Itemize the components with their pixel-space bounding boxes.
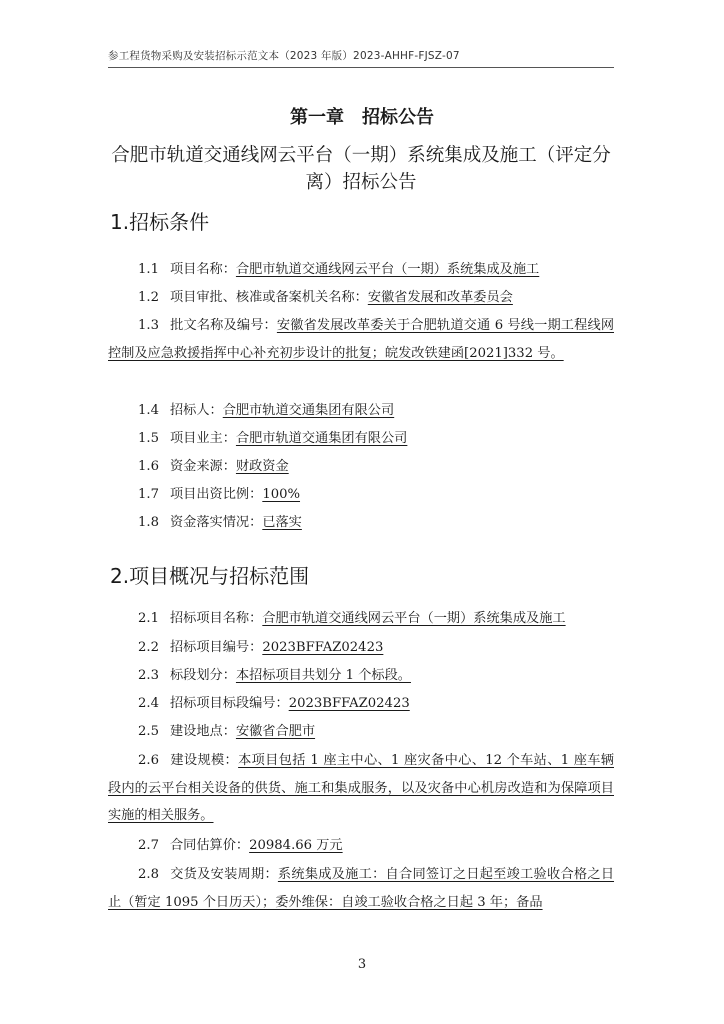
item-label: 建设地点： xyxy=(170,724,236,739)
item-number: 2.6 xyxy=(138,753,159,768)
running-header: 参工程货物采购及安装招标示范文本（2023 年版）2023-AHHF-FJSZ-07 xyxy=(108,50,460,62)
item-value: 合肥市轨道交通集团有限公司 xyxy=(235,431,408,446)
item-label: 招标人： xyxy=(170,403,223,418)
item-number: 2.2 xyxy=(138,640,159,655)
item-label: 项目审批、核准或备案机关名称： xyxy=(170,290,368,305)
item-number: 2.4 xyxy=(138,696,159,711)
item-number: 1.2 xyxy=(138,290,159,305)
item-number: 2.1 xyxy=(138,611,159,626)
list-item xyxy=(108,861,614,916)
list-item xyxy=(108,605,614,633)
list-item xyxy=(108,690,614,718)
item-value: 2023BFFAZ02423 xyxy=(288,696,410,711)
item-number: 1.4 xyxy=(138,403,159,418)
item-value: 系统集成及施工：自合同签订之日起至竣工验收合格之日止（暂定 1095 个日历天）；委外维保：自竣工验收合格之日起 3 年；备品 xyxy=(108,867,615,910)
list-item xyxy=(108,453,614,481)
section-heading-1: 1.招标条件 xyxy=(110,210,210,234)
item-value: 合肥市轨道交通线网云平台（一期）系统集成及施工 xyxy=(262,611,566,626)
page-number: 3 xyxy=(357,957,367,972)
item-label: 资金落实情况： xyxy=(170,515,263,530)
list-item xyxy=(108,747,614,830)
item-number: 1.3 xyxy=(138,318,159,333)
item-label: 合同估算价： xyxy=(170,838,250,853)
item-number: 2.7 xyxy=(138,838,159,853)
item-value: 本项目包括 1 座主中心、1 座灾备中心、12 个车站、1 座车辆段内的云平台相关设备的供货、施工和集成服务，以及灾备中心机房改造和为保障项目实施的相关服务。 xyxy=(108,753,614,823)
item-value: 20984.66 万元 xyxy=(249,838,343,853)
document-title: 合肥市轨道交通线网云平台（一期）系统集成及施工（评定分离）招标公告 xyxy=(111,145,611,193)
item-value: 安徽省合肥市 xyxy=(235,724,316,739)
item-number: 1.7 xyxy=(138,487,159,502)
list-item xyxy=(108,718,614,746)
item-number: 1.1 xyxy=(138,262,159,277)
list-item xyxy=(108,509,614,537)
item-label: 资金来源： xyxy=(170,459,236,474)
item-value: 安徽省发展改革委关于合肥轨道交通 6 号线一期工程线网控制及应急救援指挥中心补充初步设计的批复；皖发改铁建函[2021]332 号。 xyxy=(108,318,614,361)
item-number: 2.8 xyxy=(138,867,159,882)
item-label: 招标项目名称： xyxy=(170,611,263,626)
item-label: 交货及安装周期： xyxy=(170,867,278,882)
item-value: 财政资金 xyxy=(235,459,289,474)
item-label: 招标项目编号： xyxy=(170,640,263,655)
section-heading-2: 2.项目概况与招标范围 xyxy=(110,564,310,588)
list-item xyxy=(108,397,614,425)
list-item xyxy=(108,284,614,312)
item-label: 标段划分： xyxy=(170,668,236,683)
item-label: 招标项目标段编号： xyxy=(170,696,289,711)
list-item xyxy=(108,662,614,690)
list-item xyxy=(108,425,614,453)
item-number: 2.3 xyxy=(138,668,159,683)
item-label: 项目业主： xyxy=(170,431,236,446)
list-item xyxy=(108,312,614,367)
item-value: 合肥市轨道交通线网云平台（一期）系统集成及施工 xyxy=(235,262,540,277)
item-label: 项目出资比例： xyxy=(170,487,263,502)
item-value: 合肥市轨道交通集团有限公司 xyxy=(222,403,395,418)
item-number: 1.8 xyxy=(138,515,159,530)
header-divider xyxy=(108,67,614,68)
item-label: 项目名称： xyxy=(170,262,236,277)
item-value: 100% xyxy=(262,487,301,502)
list-item xyxy=(108,634,614,662)
item-value: 2023BFFAZ02423 xyxy=(262,640,384,655)
item-label: 批文名称及编号： xyxy=(170,318,277,333)
item-number: 1.5 xyxy=(138,431,159,446)
list-item xyxy=(108,481,614,509)
chapter-title: 第一章 招标公告 xyxy=(290,107,434,128)
list-item xyxy=(108,832,614,860)
item-number: 2.5 xyxy=(138,724,159,739)
item-label: 建设规模： xyxy=(170,753,239,768)
list-item xyxy=(108,256,614,284)
item-number: 1.6 xyxy=(138,459,159,474)
item-value: 已落实 xyxy=(262,515,302,530)
item-value: 本招标项目共划分 1 个标段。 xyxy=(235,668,411,683)
item-value: 安徽省发展和改革委员会 xyxy=(367,290,513,305)
